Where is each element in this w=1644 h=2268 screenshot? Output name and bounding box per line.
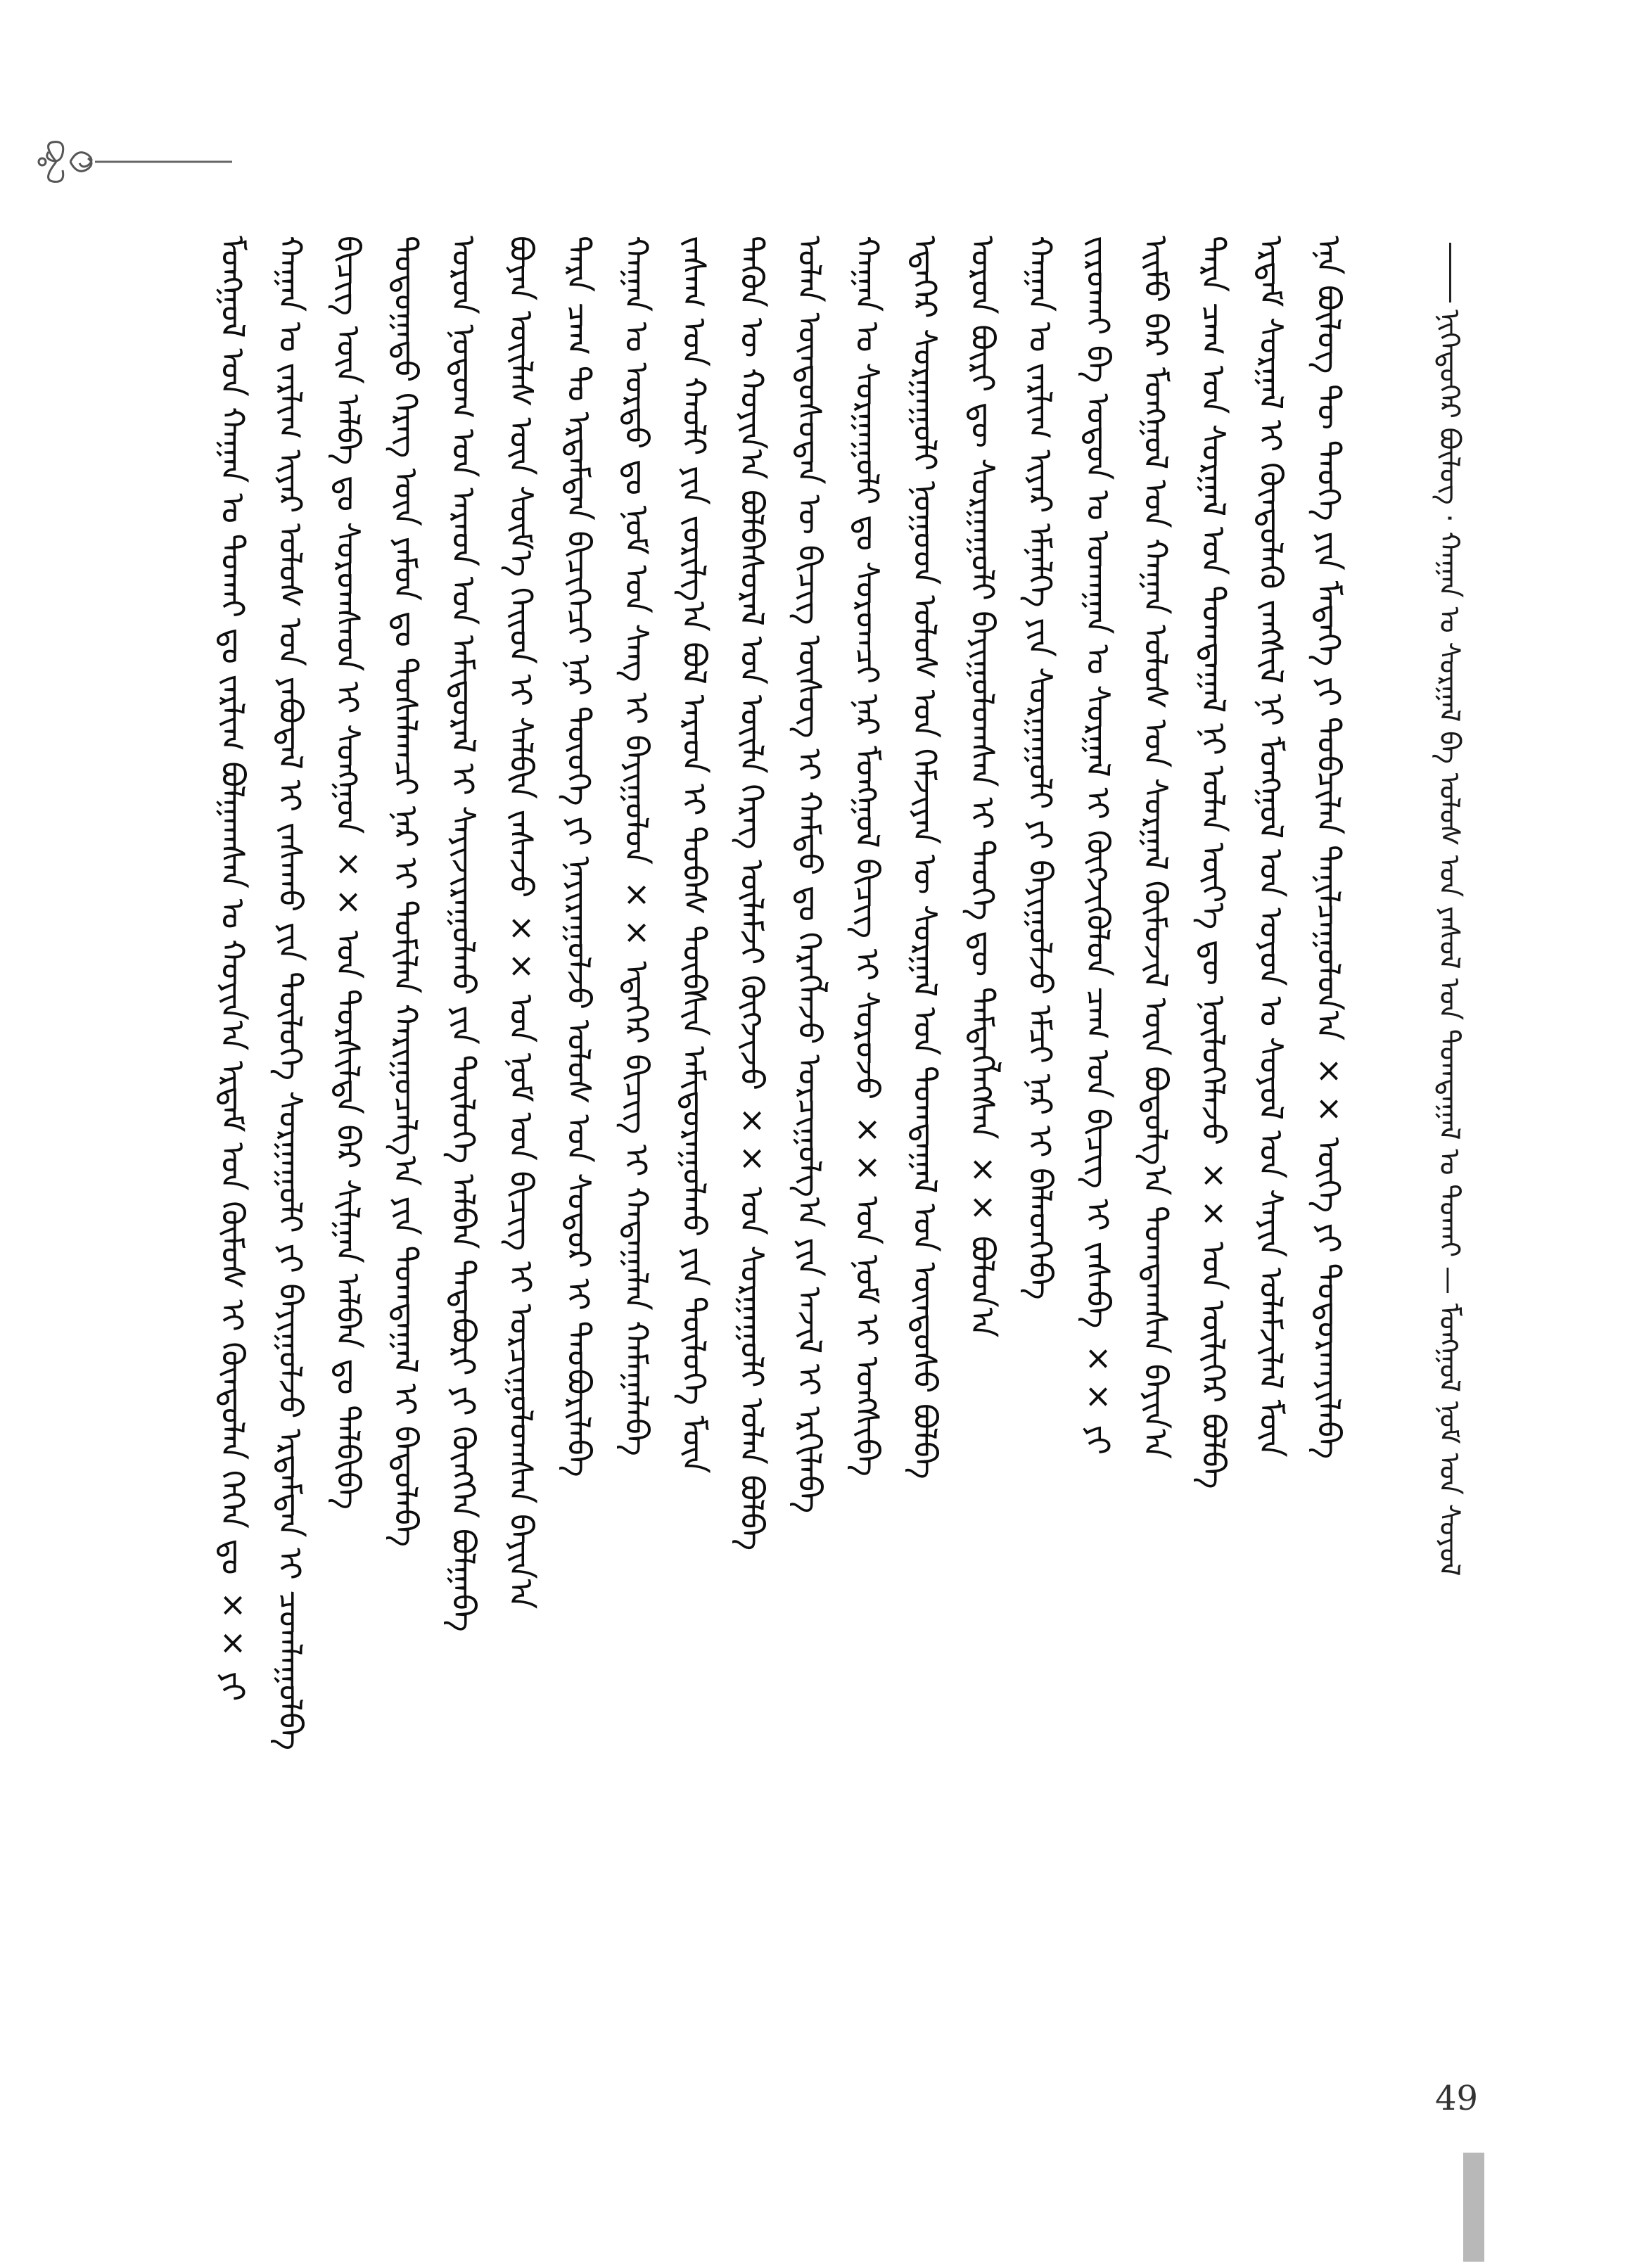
book-title: ᠮᠣᠩᠭᠣᠯ ᠨᠣᠮ ᠤᠨ ᠰᠣᠶᠣᠯ	[1433, 1303, 1465, 1576]
text-column: ᠡᠳᠡᠭᠡᠷ ᠰᠤᠷᠭᠠᠭᠤᠯᠢ ᠨᠤᠭᠤᠳ ᠤᠯᠤᠰ ᠤᠨ ᠬᠡᠮᠵᠢᠶᠡᠨ ᠦ ᠰᠤᠷᠭᠠᠯ ᠤᠨ ᠲᠣᠭᠲᠠᠭᠠᠯ ᠤᠨ ᠦᠨᠳᠦᠰᠦ ᠪᠣᠯᠪᠠ	[906, 236, 944, 1479]
page-edge-tab	[1463, 2153, 1484, 2262]
text-column: ᠬᠠᠭᠠᠨ ᠤ ᠵᠠᠷᠯᠢᠭ ᠢᠶᠠᠷ ᠤᠯᠤᠰ ᠤᠨ ᠶᠠᠪᠤᠳᠠᠯ ᠢ ᠵᠠᠰᠠᠬᠤ ᠶᠢᠨ ᠲᠥᠯᠥᠭᠡ ᠰᠤᠷᠭᠠᠭᠤᠯᠢ ᠶᠢ ᠪᠠᠶᠢᠭᠤᠯᠵᠤ ᠡᠷᠳᠡᠮᠲᠡᠨ ᠢ ᠴᠤᠭᠯᠠᠭᠤᠯᠪᠠ	[272, 236, 310, 1751]
text-column: ᠳᠣᠲᠣᠭᠠᠳᠤ ᠬᠡᠷᠡᠭ ᠦᠨ ᠶᠠᠮᠤᠨ ᠳᠤ ᠲᠤᠰᠠᠯᠠᠭᠴᠢ ᠨᠠᠷ ᠢ ᠲᠣᠮᠢᠯᠠᠨ ᠬᠠᠷᠢᠭᠤᠴᠠᠯᠭ᠎ᠠ ᠶᠢᠨ ᠲᠣᠭᠲᠠᠭᠠᠯ ᠢ ᠪᠠᠲᠤᠯᠠᠪᠠ	[387, 236, 425, 1547]
text-column: ᠮᠣᠩᠭᠣᠯ ᠤᠨ ᠬᠠᠭᠠᠨ ᠤ ᠲᠤᠬᠠᠢ ᠳᠤ ᠵᠠᠷᠯᠢᠭ ᠪᠣᠯᠭᠠᠭᠰᠠᠨ ᠤ ᠬᠣᠶᠢᠨ᠎ᠠ ᠡᠷᠳᠡᠮ ᠤᠨ ᠬᠦᠮᠦᠰ ᠢ ᠬᠦᠨᠳᠦᠯᠡᠨ ᠭᠡᠭᠡᠨ ᠳᠤ ×× ᠶᠢ	[214, 236, 252, 1702]
text-column: ᠪᠤᠶᠠᠨ ᠦᠢᠯᠡᠰ ᠦᠨ ᠰᠦᠮ᠎ᠡ ᠬᠡᠢᠳ ᠢ ᠰᠡᠯᠪᠢᠨ ᠵᠠᠰᠠᠵᠤ ×× ᠤᠨ ᠨᠣᠮ ᠤᠨ ᠪᠢᠴᠢᠭ ᠢ ᠣᠷᠴᠢᠭᠤᠯᠤᠭᠰᠠᠨ ᠪᠠᠶᠢᠨ᠎ᠠ	[502, 236, 540, 1610]
header-separator: —	[1433, 1266, 1465, 1294]
text-column: ᠣᠷᠤᠨ ᠨᠤᠲᠤᠭ ᠤᠨ ᠠᠷᠠᠳ ᠤᠨ ᠠᠮᠢᠳᠤᠷᠠᠯ ᠢ ᠰᠠᠶᠢᠵᠢᠷᠠᠭᠤᠯᠬᠤ ᠶᠢᠨ ᠲᠥᠯᠥᠭᠡ ᠠᠯᠪᠠᠨ ᠲᠠᠲᠠᠪᠤᠷᠢ ᠶᠢ ᠬᠥᠩᠭᠡᠨ ᠪᠣᠯᠭᠠᠪᠠ	[445, 236, 483, 1632]
text-column: ᠬᠠᠭᠠᠨ ᠤ ᠵᠠᠷᠯᠢᠭ ᠢᠶᠠᠷ ᠡᠮᠨᠡᠯᠭᠡ ᠶᠢᠨ ᠰᠤᠷᠭᠠᠭᠤᠯᠢ ᠶᠢ ᠪᠠᠶᠢᠭᠤᠯᠵᠤ ᠡᠮᠴᠢ ᠨᠠᠷ ᠢ ᠪᠡᠯᠡᠳᠬᠡᠪᠡ	[1021, 236, 1059, 1300]
text-column: ᠵᠠᠰᠠᠭ ᠤᠨ ᠬᠠᠤᠯᠢ ᠶᠢᠨ ᠵᠣᠷᠢᠯᠭ᠎ᠠ ᠪᠣᠯ ᠠᠷᠠᠳ ᠢ ᠲᠣᠪᠠᠰ ᠲᠥᠪᠰᠢᠨ ᠠᠮᠢᠳᠤᠷᠠᠭᠤᠯᠬᠤ ᠶᠢᠨ ᠲᠥᠯᠥᠭᠡ ᠮᠥᠨ	[675, 236, 713, 1474]
body-text	[211, 236, 1372, 1973]
text-column: ᠡᠷᠳᠡᠮ ᠰᠤᠷᠭᠠᠯ ᠢ ᠬᠦᠨᠳᠦᠯᠡᠬᠦ ᠵᠠᠩᠰᠢᠯ ᠨᠢ ᠮᠣᠩᠭᠣᠯ ᠤᠨ ᠣᠶᠤᠨ ᠤ ᠰᠣᠶᠣᠯ ᠤᠨ ᠰᠠᠶᠢᠨ ᠤᠯᠠᠮᠵᠢᠯᠠᠯ ᠮᠥᠨ	[1252, 236, 1290, 1458]
running-header	[1428, 310, 1470, 1632]
text-column: ᠪᠢᠴᠢᠭ ᠦᠨ ᠠᠯᠪᠠ ᠳᠤ ᠰᠤᠷᠤᠭᠰᠠᠳ ᠢ ᠰᠣᠩᠭᠣᠨ ×× ᠤᠨ ᠲᠤᠷᠰᠢᠯᠲᠠ ᠪᠠᠷ ᠰᠢᠯᠭᠠᠨ ᠠᠯᠪᠠᠨ ᠳᠤ ᠲᠠᠯᠪᠢᠪᠠ	[329, 236, 367, 1510]
header-rule	[1449, 243, 1451, 302]
text-column: ᠵᠢᠷᠤᠬᠠᠢ ᠪᠠ ᠣᠳᠣᠨ ᠤ ᠤᠬᠠᠭᠠᠨ ᠤ ᠰᠤᠷᠭᠠᠯ ᠢ ᠬᠥᠭᠵᠢᠭᠦᠯᠦᠨ ᠴᠠᠭ ᠤᠨ ᠪᠢᠴᠢᠭ ᠢ ᠵᠠᠰᠠᠪᠠ ×× ᠶᠢ	[1079, 236, 1117, 1455]
text-column: ᠣᠷᠤᠨ ᠪᠦᠷᠢ ᠳᠦ ᠰᠤᠷᠭᠠᠭᠤᠯᠢ ᠪᠠᠶᠢᠭᠤᠯᠤᠭᠰᠠᠨ ᠢ ᠲᠡᠦᠬᠡ ᠳᠦ ᠲᠡᠮᠳᠡᠭᠯᠡᠭᠰᠡᠨ ×× ᠪᠣᠯᠤᠨ᠎ᠠ	[964, 236, 1002, 1338]
text-column: ᠡᠨᠡ ᠪᠦᠯᠦᠭ ᠲᠦ ᠲᠡᠦᠬᠡ ᠶᠢᠨ ᠮᠡᠳᠡᠭᠡ ᠶᠢ ᠲᠣᠪᠴᠢᠯᠠᠨ ᠲᠠᠨᠢᠯᠴᠠᠭᠤᠯᠤᠨ᠎ᠠ ×× ᠦᠭᠡ ᠶᠢ ᠲᠣᠳᠣᠷᠬᠠᠶᠢᠯᠠᠪᠠ	[1310, 236, 1348, 1460]
page-ornament	[28, 137, 232, 186]
text-column: ᠡᠢᠮᠦ ᠪᠡᠷ ᠮᠣᠩᠭᠣᠯ ᠤᠨ ᠬᠠᠭᠠᠨ ᠤᠯᠤᠰ ᠤᠨ ᠰᠤᠷᠭᠠᠯ ᠬᠦᠮᠦᠵᠢᠯ ᠦᠨ ᠪᠣᠳᠣᠯᠭ᠎ᠠ ᠲᠣᠭᠲᠠᠭᠰᠠᠨ ᠪᠠᠶᠢᠨ᠎ᠠ	[1137, 236, 1175, 1460]
text-column: ᠲᠡᠭᠦᠨ ᠦ ᠬᠣᠶᠢᠨ᠎ᠠ ᠪᠣᠯᠪᠠᠰᠤᠷᠠᠯ ᠤᠨ ᠦᠢᠯᠡ ᠬᠡᠷᠡᠭ ᠦᠯᠡᠮᠵᠢ ᠬᠥᠭᠵᠢᠵᠦ ×× ᠤᠨ ᠰᠤᠷᠭᠠᠭᠤᠯᠢ ᠣᠯᠠᠨ ᠪᠣᠯᠪᠠ	[733, 236, 771, 1551]
text-column: ᠣᠯᠠᠨ ᠦᠨᠳᠦᠰᠦᠲᠡᠨ ᠦ ᠪᠢᠴᠢᠭ ᠦᠰᠦᠭ ᠢ ᠬᠠᠮᠲᠤ ᠳᠤ ᠬᠡᠷᠡᠭᠯᠡᠵᠦ ᠣᠷᠴᠢᠭᠤᠯᠭ᠎ᠠ ᠶᠢᠨ ᠠᠵᠢᠯ ᠢ ᠡᠷᠬᠢᠯᠡᠪᠡ	[791, 236, 829, 1514]
text-column: ᠬᠠᠭᠠᠨ ᠤ ᠰᠤᠷᠭᠠᠭᠤᠯᠢ ᠳᠤ ᠰᠤᠷᠤᠭᠴᠢ ᠨᠠᠷ ᠮᠣᠩᠭᠣᠯ ᠪᠢᠴᠢᠭ ᠢ ᠰᠤᠷᠤᠵᠤ ×× ᠤᠨ ᠨᠣᠮ ᠢ ᠤᠩᠰᠢᠪᠠ	[848, 236, 886, 1477]
text-column: ᠬᠠᠭᠠᠨ ᠤ ᠣᠷᠳᠣ ᠳᠤ ᠨᠣᠮ ᠤᠨ ᠰᠠᠩ ᠢ ᠪᠠᠶᠢᠭᠤᠯᠤᠨ ×× ᠡᠳᠡᠭᠡᠷ ᠪᠢᠴᠢᠭ ᠢ ᠬᠠᠳᠠᠭᠠᠯᠠᠨ ᠬᠠᠮᠠᠭᠠᠯᠠᠪᠠ	[618, 236, 656, 1456]
text-column: ᠲᠡᠷᠡ ᠴᠠᠭ ᠲᠤ ᠡᠷᠳᠡᠮᠲᠡᠨ ᠪᠢᠴᠢᠭᠡᠴᠢ ᠨᠠᠷ ᠲᠦᠤᠬᠡ ᠶᠢ ᠨᠠᠶᠢᠷᠠᠭᠤᠯᠵᠤ ᠤᠯᠤᠰ ᠤᠨ ᠰᠤᠳᠤᠷ ᠢ ᠲᠡᠦᠪᠦᠷᠢᠯᠡᠪᠡ	[560, 236, 598, 1477]
text-column: ᠲᠡᠷᠡ ᠴᠠᠭ ᠤᠨ ᠰᠤᠷᠭᠠᠯ ᠤᠨ ᠲᠣᠭᠲᠠᠭᠠᠯ ᠨᠢ ᠣᠯᠠᠨ ᠦᠶ᠎ᠡ ᠳᠦ ᠨᠥᠯᠥᠭᠡᠯᠡᠵᠦ ×× ᠤᠨ ᠦᠯᠢᠭᠡᠷ ᠪᠣᠯᠪᠠ	[1194, 236, 1232, 1489]
page-number: 49	[1435, 2079, 1479, 2118]
chapter-title: ᠨᠢᠭᠡᠳᠦᠭᠡᠷ ᠪᠦᠯᠦᠭ · ᠬᠠᠭᠠᠨ ᠤ ᠰᠤᠷᠭᠠᠯ ᠪᠠ ᠤᠯᠤᠰ ᠤᠨ ᠶᠠᠰᠤᠯ ᠤᠨ ᠲᠣᠭᠲᠠᠭᠠᠯ ᠤ ᠲᠤᠬᠠᠢ	[1433, 310, 1465, 1258]
